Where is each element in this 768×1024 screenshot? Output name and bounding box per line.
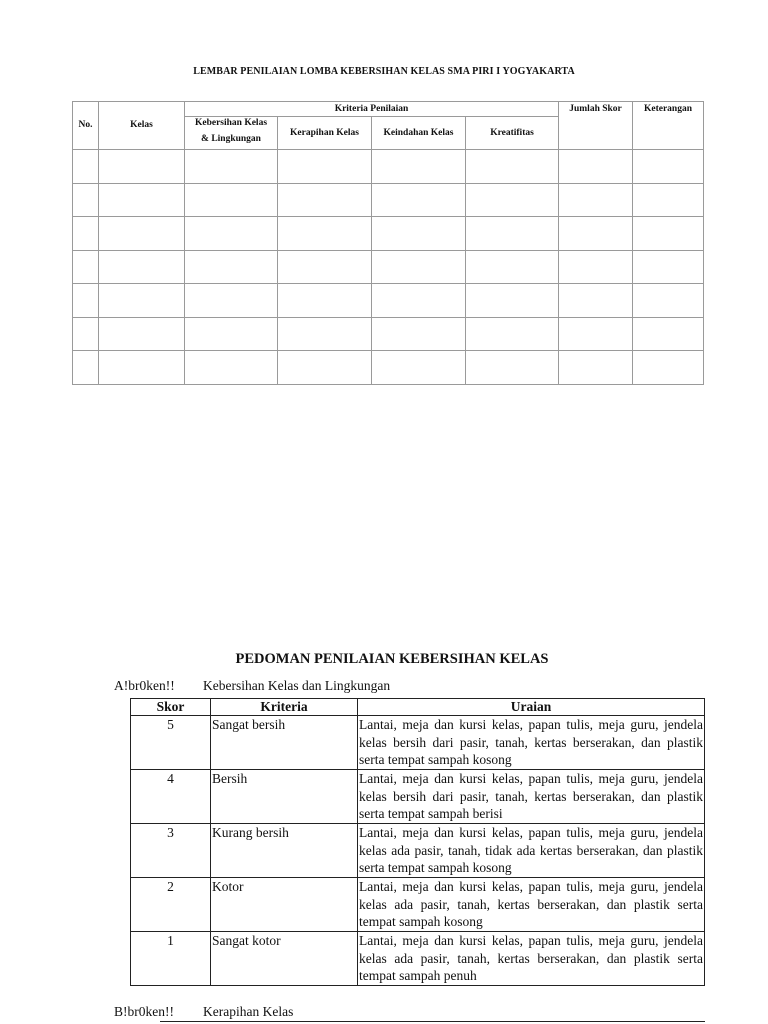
guide-row [131, 932, 705, 986]
guide-header-uraian: Uraian [358, 699, 705, 716]
sheet-cell [372, 284, 466, 318]
sheet-cell [185, 250, 278, 284]
sheet-cell [559, 183, 633, 217]
guide-description: Lantai, meja dan kursi kelas, papan tulis, meja guru, jendela kelas ada pasir, tanah, kertas berserakan, dan plastik serta tempat sampah penuh [358, 932, 705, 986]
sheet-cell [185, 150, 278, 184]
header-keindahan: Keindahan Kelas [372, 117, 466, 150]
sheet-row [73, 183, 704, 217]
guide-score: 3 [131, 824, 211, 878]
guide-criteria: Sangat kotor [211, 932, 358, 986]
sheet-cell [278, 351, 372, 385]
guide-score: 1 [131, 932, 211, 986]
sheet-cell [73, 150, 99, 184]
sheet-cell [633, 250, 704, 284]
sheet-cell [633, 150, 704, 184]
sheet-row [73, 217, 704, 251]
sheet-cell [559, 250, 633, 284]
kebersihan-guide-table [130, 698, 705, 986]
sheet-cell [73, 183, 99, 217]
header-kelas: Kelas [99, 102, 185, 150]
sheet-cell [372, 217, 466, 251]
sheet-cell [278, 217, 372, 251]
section-a-label: Kebersihan Kelas dan Lingkungan [203, 678, 391, 693]
sheet-cell [99, 217, 185, 251]
guide-row [131, 770, 705, 824]
header-kerapihan: Kerapihan Kelas [278, 117, 372, 150]
guide-score: 5 [131, 716, 211, 770]
sheet-cell [278, 150, 372, 184]
sheet-cell [633, 284, 704, 318]
sheet-row [73, 284, 704, 318]
sheet-cell [372, 183, 466, 217]
guide-row [131, 878, 705, 932]
sheet-body [73, 150, 704, 385]
sheet-cell [559, 317, 633, 351]
sheet-cell [559, 284, 633, 318]
header-kebersihan-line1: Kebersihan Kelas [194, 118, 268, 128]
guide-header-kriteria: Kriteria [211, 699, 358, 716]
section-b-heading [114, 1004, 293, 1020]
guide-criteria: Kurang bersih [211, 824, 358, 878]
header-kreatifitas: Kreatifitas [466, 117, 559, 150]
guide-title: PEDOMAN PENILAIAN KEBERSIHAN KELAS [235, 651, 549, 667]
sheet-cell [185, 183, 278, 217]
sheet-cell [185, 317, 278, 351]
header-kebersihan-line2: & Lingkungan [201, 134, 261, 144]
guide-description: Lantai, meja dan kursi kelas, papan tulis, meja guru, jendela kelas ada pasir, tanah, tidak ada kertas berserakan, dan plastik serta tempat sampah kosong [358, 824, 705, 878]
guide-row [131, 716, 705, 770]
guide-score: 2 [131, 878, 211, 932]
guide-criteria: Bersih [211, 770, 358, 824]
sheet-cell [466, 150, 559, 184]
section-b-letter: B!br0ken!! [114, 1004, 174, 1019]
guide-criteria: Kotor [211, 878, 358, 932]
sheet-cell [99, 150, 185, 184]
guide-row [131, 824, 705, 878]
sheet-cell [633, 183, 704, 217]
sheet-cell [466, 217, 559, 251]
sheet-row [73, 317, 704, 351]
section-a-heading [114, 678, 390, 694]
sheet-cell [99, 250, 185, 284]
guide-description: Lantai, meja dan kursi kelas, papan tulis, meja guru, jendela kelas bersih dari pasir, tanah, kertas berserakan, dan plastik serta tempat sampah kosong [358, 716, 705, 770]
section-a-letter: A!br0ken!! [114, 678, 175, 693]
sheet-cell [99, 183, 185, 217]
sheet-cell [466, 317, 559, 351]
sheet-cell [99, 317, 185, 351]
sheet-cell [99, 284, 185, 318]
header-kriteria-penilaian: Kriteria Penilaian [185, 102, 559, 117]
next-table-top-border [160, 1021, 705, 1022]
assessment-sheet-table [72, 101, 704, 385]
guide-description: Lantai, meja dan kursi kelas, papan tulis, meja guru, jendela kelas bersih dari pasir, tanah, kertas berserakan, dan plastik serta tempat sampah berisi [358, 770, 705, 824]
sheet-cell [278, 250, 372, 284]
sheet-cell [278, 183, 372, 217]
sheet-row [73, 150, 704, 184]
header-kebersihan [185, 117, 278, 150]
sheet-cell [73, 217, 99, 251]
sheet-cell [466, 250, 559, 284]
sheet-cell [73, 284, 99, 318]
sheet-cell [633, 317, 704, 351]
sheet-cell [372, 250, 466, 284]
guide-score: 4 [131, 770, 211, 824]
sheet-cell [278, 317, 372, 351]
header-no: No. [73, 102, 99, 150]
sheet-cell [559, 150, 633, 184]
sheet-cell [278, 284, 372, 318]
sheet-cell [99, 351, 185, 385]
section-b-label: Kerapihan Kelas [203, 1004, 294, 1019]
sheet-cell [73, 317, 99, 351]
sheet-cell [559, 217, 633, 251]
guide-description: Lantai, meja dan kursi kelas, papan tulis, meja guru, jendela kelas ada pasir, tanah, kertas berserakan, dan plastik serta tempat sampah kosong [358, 878, 705, 932]
sheet-row [73, 250, 704, 284]
sheet-cell [372, 317, 466, 351]
guide-criteria: Sangat bersih [211, 716, 358, 770]
sheet-row [73, 351, 704, 385]
sheet-cell [466, 351, 559, 385]
header-keterangan: Keterangan [633, 102, 704, 150]
sheet-cell [372, 150, 466, 184]
sheet-cell [185, 284, 278, 318]
sheet-cell [559, 351, 633, 385]
sheet-cell [466, 183, 559, 217]
sheet-cell [633, 217, 704, 251]
sheet-cell [73, 250, 99, 284]
sheet-cell [185, 217, 278, 251]
sheet-cell [372, 351, 466, 385]
sheet-title: LEMBAR PENILAIAN LOMBA KEBERSIHAN KELAS SMA PIRI I YOGYAKARTA [193, 66, 575, 77]
sheet-cell [633, 351, 704, 385]
sheet-cell [466, 284, 559, 318]
guide-header-skor: Skor [131, 699, 211, 716]
sheet-cell [185, 351, 278, 385]
header-jumlah-skor: Jumlah Skor [559, 102, 633, 150]
sheet-cell [73, 351, 99, 385]
